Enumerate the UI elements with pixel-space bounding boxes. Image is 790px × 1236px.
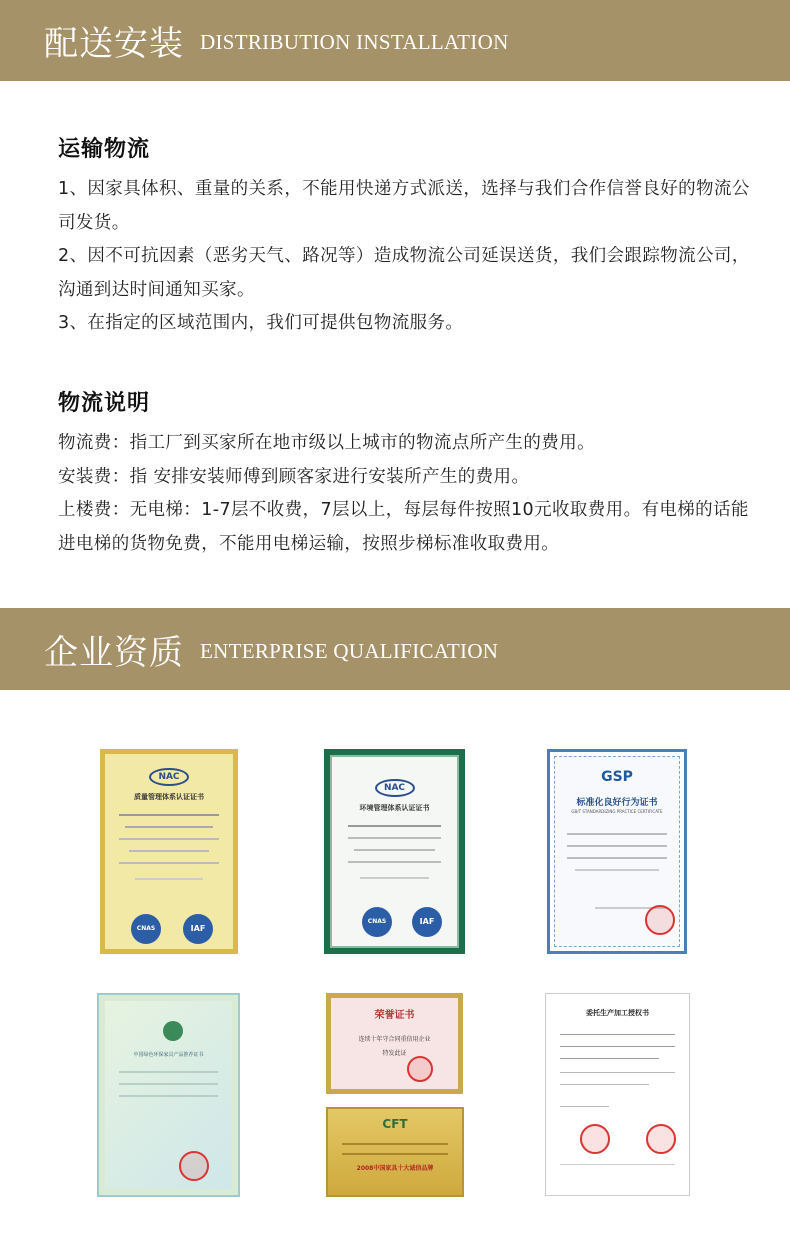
banner-title-cn: 企业资质 (44, 632, 184, 673)
plaque-title: 2008中国家具十大诚信品牌 (356, 1165, 434, 1172)
emblem-icon (163, 1021, 183, 1041)
banner-title-en: DISTRIBUTION INSTALLATION (200, 30, 509, 54)
cft-logo: CFT (382, 1117, 408, 1131)
gsp-logo: GSP (601, 769, 633, 785)
certificate-honor (326, 993, 463, 1094)
certificate-standardization (547, 749, 687, 954)
section-banner-enterprise (0, 608, 790, 690)
transport-item: 2、因不可抗因素（恶劣天气、路况等）造成物流公司延误送货，我们会跟踪物流公司，沟通到达时间通知买家。 (58, 246, 750, 300)
red-seal-icon (407, 1056, 433, 1082)
certificate-title: 中国绿色环保家具产品推荐证书 (133, 1052, 204, 1058)
certificate-title: 委托生产加工授权书 (586, 1009, 649, 1017)
logistics-title: 物流说明 (58, 391, 151, 416)
certificate-line: 特发此证 (382, 1050, 407, 1057)
cnas-badge: CNAS (362, 907, 392, 937)
certificate-title: 质量管理体系认证证书 (134, 793, 204, 801)
logistics-item: 上楼费：无电梯：1-7层不收费，7层以上，每层每件按照10元收取费用。有电梯的话能进电梯的货物免费，不能用电梯运输，按照步梯标准收取费用。 (58, 500, 749, 554)
iaf-badge: IAF (412, 907, 442, 937)
logistics-item: 安装费：指 安排安装师傅到顾客家进行安装所产生的费用。 (58, 466, 530, 487)
certificate-line: 连续十年守合同重信用企业 (358, 1036, 431, 1043)
certificate-subtitle: GB/T STANDARDIZING PRACTICE CERTIFICATE (571, 809, 663, 814)
banner-title-cn: 配送安装 (44, 24, 184, 64)
certificate-title: 标准化良好行为证书 (576, 798, 658, 808)
red-seal-icon (646, 1124, 676, 1154)
red-seal-icon (645, 905, 675, 935)
nac-logo: NAC (375, 779, 415, 797)
certificate-title: 环境管理体系认证证书 (359, 804, 430, 812)
nac-logo: NAC (149, 768, 189, 786)
certificate-title: 荣誉证书 (374, 1010, 415, 1021)
iaf-badge: IAF (183, 914, 213, 944)
logistics-item: 物流费：指工厂到买家所在地市级以上城市的物流点所产生的费用。 (58, 433, 595, 453)
transport-item: 1、因家具体积、重量的关系，不能用快递方式派送，选择与我们合作信誉良好的物流公司发货。 (58, 179, 750, 233)
transport-title: 运输物流 (58, 137, 151, 162)
certificate-environmental-management (324, 749, 465, 954)
cnas-badge: CNAS (131, 914, 161, 944)
certificate-quality-management (100, 749, 238, 954)
transport-item: 3、在指定的区域范围内，我们可提供包物流服务。 (58, 313, 464, 333)
certificate-cft-plaque (326, 1107, 464, 1197)
section-banner-distribution (0, 0, 790, 81)
red-seal-icon (580, 1124, 610, 1154)
red-seal-icon (179, 1151, 209, 1181)
certificate-green-product (97, 993, 240, 1197)
transport-section (58, 132, 758, 341)
certificate-authorization-letter (545, 993, 690, 1196)
logistics-section (58, 386, 758, 561)
banner-title-en: ENTERPRISE QUALIFICATION (200, 638, 499, 663)
